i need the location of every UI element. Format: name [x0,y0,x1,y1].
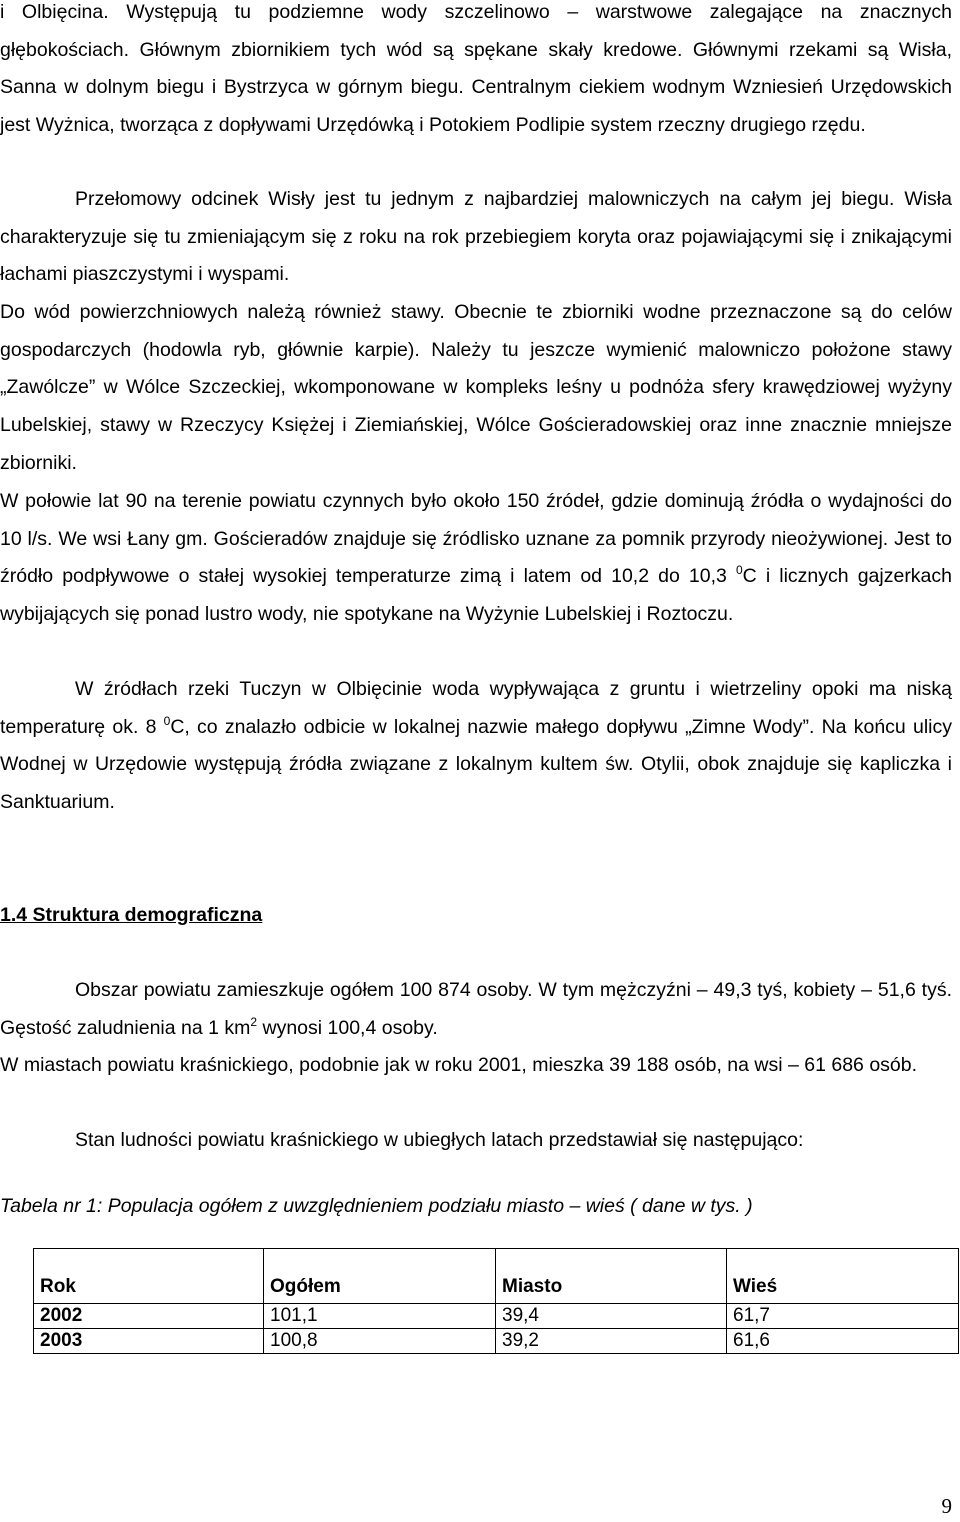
page-number: 9 [941,1494,952,1518]
paragraph-population-intro: Stan ludności powiatu kraśnickiego w ubiegłych latach przedstawiał się następująco: [75,1129,804,1151]
population-table [33,1248,959,1354]
table-header-row [34,1249,959,1304]
paragraph-population-total: Obszar powiatu zamieszkuje ogółem 100 874 osoby. W tym mężczyźni – 49,3 tyś, kobiety – 51,6 tyś. Gęstość zaludnienia na 1 $km^2$ wynosi 100,4 osoby. [0,979,952,1039]
header-cell-rural: Wieś [727,1249,959,1304]
paragraph-hydrology-intro: i Olbięcina. Występują tu podziemne wody szczelinowo – warstwowe zalegające na znacznych głębokościach. Głównym zbiornikiem tych wód są spękane skały kredowe. Głównymi rzekami są Wisła, Sanna w dolnym biegu i Bystrzyca w górnym biegu. Centralnym ciekiem wodnym Wzniesień Urzędowskich jest Wyżnica, tworząca z dopływami Urzędówką i Potokiem Podlipie system rzeczny drugiego rzędu. [0,1,952,137]
cell-year: 2002 [34,1304,264,1329]
header-cell-year: Rok [34,1249,264,1304]
cell-urban: 39,4 [496,1304,727,1329]
table-caption: Tabela nr 1: Populacja ogółem z uwzględnieniem podziału miasto – wieś ( dane w tys. ) [0,1195,753,1217]
header-cell-total: Ogółem [264,1249,496,1304]
cell-total: 100,8 [264,1329,496,1354]
paragraph-urban-rural: W miastach powiatu kraśnickiego, podobnie jak w roku 2001, mieszka 39 188 osób, na wsi – 61 686 osób. [0,1054,918,1076]
table-row [34,1304,959,1329]
superscript-degree: 0 [163,713,171,728]
cell-rural: 61,7 [727,1304,959,1329]
table-row [34,1329,959,1354]
cell-rural: 61,6 [727,1329,959,1354]
paragraph-tuczyn-springs: W źródłach rzeki Tuczyn w Olbięcinie woda wypływająca z gruntu i wietrzeliny opoki ma niską temperaturę ok. 8 $^0$C, co znalazło odbicie w lokalnej nazwie małego dopływu „Zimne Wody”. Na końcu ulicy Wodnej w Urzędowie występują źródła związane z lokalnym kultem św. Otylii, obok znajduje się kapliczka i Sanktuarium. [0,678,952,814]
paragraph-springs: W połowie lat 90 na terenie powiatu czynnych było około 150 źródeł, gdzie dominują źródła o wydajności do 10 l/s. We wsi Łany gm. Gościeradów znajduje się źródlisko uznane za pomnik przyrody nieożywionej. Jest to źródło podpływowe o stałej wysokiej temperaturze zimą i latem od 10,2 do 10,3 $^0$C i licznych gajzerkach wybijających się ponad lustro wody, nie spotykane na Wyżynie Lubelskiej i Roztoczu. [0,490,953,626]
paragraph-ponds: Do wód powierzchniowych należą również stawy. Obecnie te zbiorniki wodne przeznaczone są do celów gospodarczych (hodowla ryb, głównie karpie). Należy tu jeszcze wymienić malowniczo położone stawy „Zawólcze” w Wólce Szczeckiej, wkomponowane w kompleks leśny u podnóża sfery krawędziowej wyżyny Lubelskiej, stawy w Rzeczycy Księżej i Ziemiańskiej, Wólce Gościeradowskiej oraz inne znacznie mniejsze zbiorniki. [0,301,952,474]
paragraph-vistula-gorge: Przełomowy odcinek Wisły jest tu jednym z najbardziej malowniczych na całym jej biegu. Wisła charakteryzuje się tu zmieniającym się z roku na rok przebiegiem koryta oraz pojawiającymi się i znikającymi łachami piaszczystymi i wyspami. [0,188,952,286]
cell-year: 2003 [34,1329,264,1354]
cell-total: 101,1 [264,1304,496,1329]
cell-urban: 39,2 [496,1329,727,1354]
superscript-degree: 0 [735,563,743,578]
superscript-square: 2 [250,1014,258,1029]
header-cell-urban: Miasto [496,1249,727,1304]
section-heading: 1.4 Struktura demograficzna [0,904,263,926]
